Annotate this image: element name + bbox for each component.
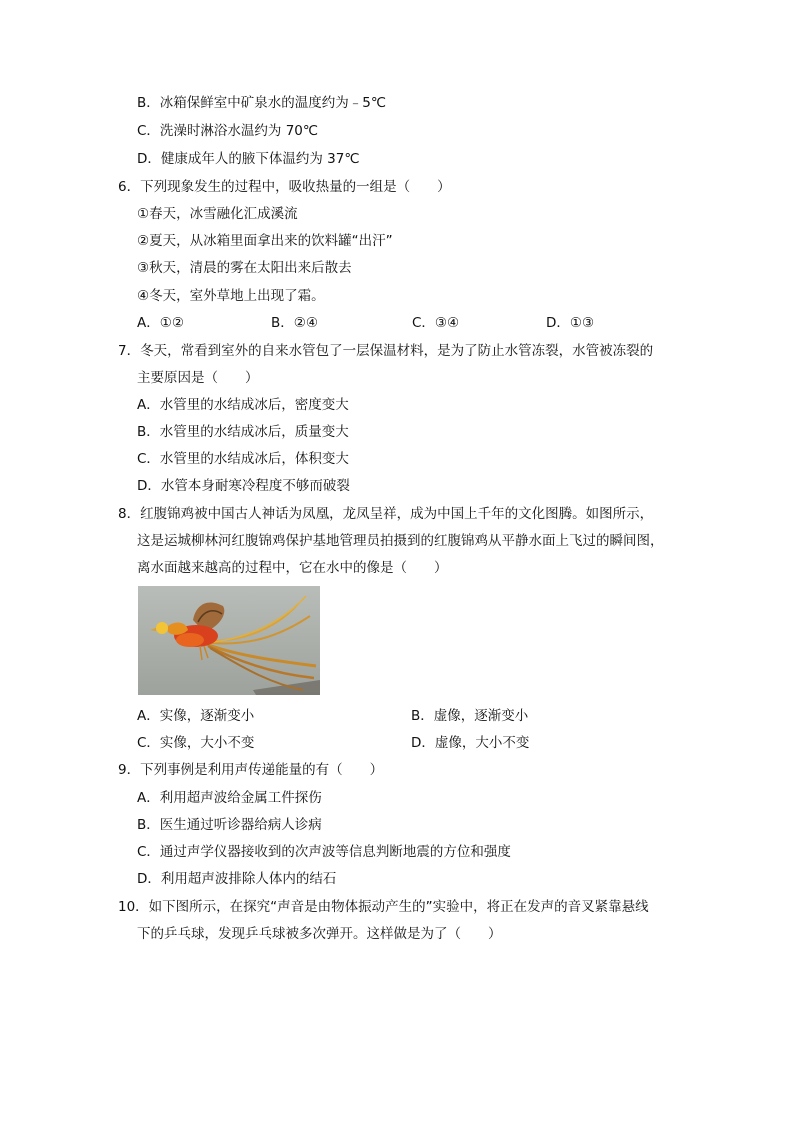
q6-option-a: A．①② <box>137 315 184 331</box>
q8-option-c: C．实像，大小不变 <box>137 735 255 751</box>
q6-item-3: ③秋天，清晨的雾在太阳出来后散去 <box>137 260 352 276</box>
golden-pheasant-photo <box>138 586 320 695</box>
golden-pheasant-illustration <box>138 586 320 695</box>
q8-option-b: B．虚像，逐渐变小 <box>411 708 529 724</box>
q6-option-b: B．②④ <box>271 315 318 331</box>
q7-option-d: D．水管本身耐寒冷程度不够而破裂 <box>137 478 350 494</box>
q7-option-b: B．水管里的水结成冰后，质量变大 <box>137 424 349 440</box>
q8-option-d: D．虚像，大小不变 <box>411 735 530 751</box>
q9-option-b: B．医生通过听诊器给病人诊病 <box>137 817 322 833</box>
q7-stem-line2: 主要原因是（ ） <box>137 370 259 386</box>
q8-stem-line3: 离水面越来越高的过程中，它在水中的像是（ ） <box>137 560 448 576</box>
q6-option-c: C．③④ <box>412 315 460 331</box>
q6-option-d: D．①③ <box>546 315 595 331</box>
q7-stem-line1: 7．冬天，常看到室外的自来水管包了一层保温材料，是为了防止水管冻裂，水管被冻裂的 <box>118 343 654 359</box>
q6-stem: 6．下列现象发生的过程中，吸收热量的一组是（ ） <box>118 179 451 195</box>
q5-option-b: B．冰箱保鲜室中矿泉水的温度约为﹣5℃ <box>137 95 387 111</box>
q8-option-a: A．实像，逐渐变小 <box>137 708 255 724</box>
q7-option-a: A．水管里的水结成冰后，密度变大 <box>137 397 349 413</box>
q10-stem-line2: 下的乒乓球，发现乒乓球被多次弹开。这样做是为了（ ） <box>137 926 502 942</box>
q5-option-c: C．洗澡时淋浴水温约为 70℃ <box>137 123 319 139</box>
q7-option-c: C．水管里的水结成冰后，体积变大 <box>137 451 349 467</box>
q6-item-4: ④冬天，室外草地上出现了霜。 <box>137 288 325 304</box>
q5-option-d: D．健康成年人的腋下体温约为 37℃ <box>137 151 360 167</box>
q6-item-2: ②夏天，从冰箱里面拿出来的饮料罐“出汗” <box>137 233 393 249</box>
q9-option-c: C．通过声学仪器接收到的次声波等信息判断地震的方位和强度 <box>137 844 511 860</box>
q10-stem-line1: 10．如下图所示，在探究“声音是由物体振动产生的”实验中，将正在发声的音叉紧靠悬线 <box>118 899 649 915</box>
q9-option-a: A．利用超声波给金属工件探伤 <box>137 790 322 806</box>
q8-stem-line1: 8．红腹锦鸡被中国古人神话为凤凰，龙凤呈祥，成为中国上千年的文化图腾。如图所示， <box>118 506 654 522</box>
q8-stem-line2: 这是运城柳林河红腹锦鸡保护基地管理员拍摄到的红腹锦鸡从平静水面上飞过的瞬间图， <box>137 533 664 549</box>
q9-stem: 9．下列事例是利用声传递能量的有（ ） <box>118 762 384 778</box>
q9-option-d: D．利用超声波排除人体内的结石 <box>137 871 337 887</box>
q6-item-1: ①春天，冰雪融化汇成溪流 <box>137 206 298 222</box>
